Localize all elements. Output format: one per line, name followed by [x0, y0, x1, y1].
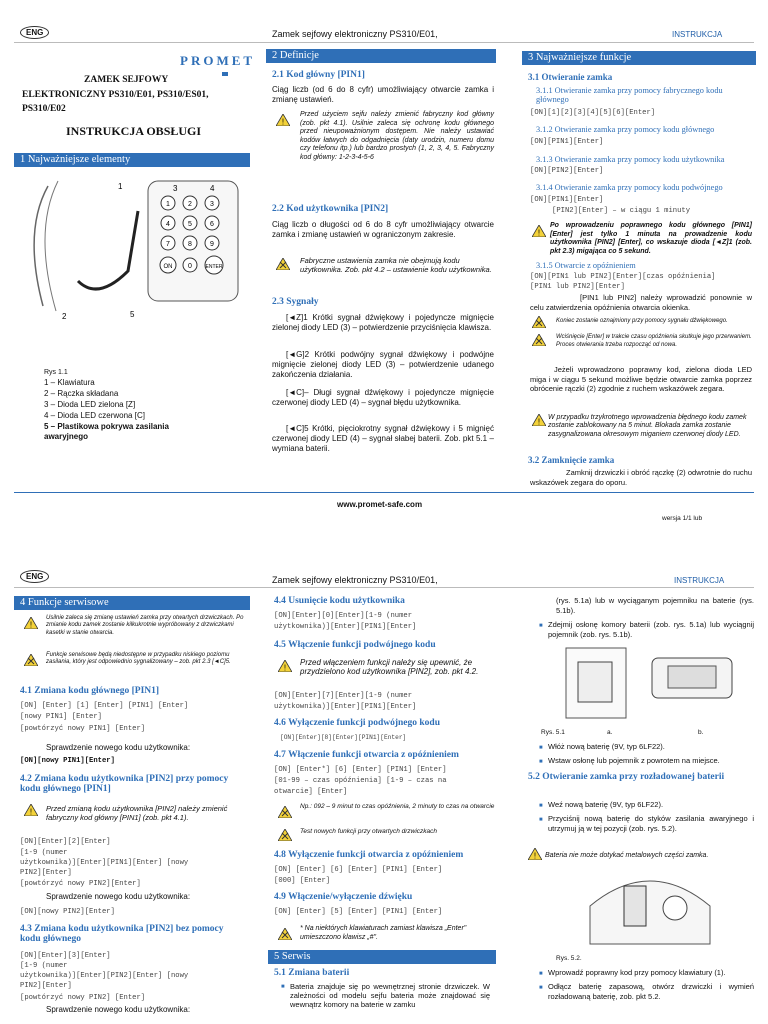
doc-title-line-3: PS310/E02: [22, 104, 66, 114]
doc-subtitle: INSTRUKCJA OBSŁUGI: [66, 124, 202, 138]
heading-4-3: 4.3 Zmiana kodu użytkownika [PIN2] bez pomocy kodu głównego: [20, 924, 224, 944]
heading-3-1: 3.1 Otwieranie zamka: [528, 72, 613, 82]
code-line: [ON][Enter][0][Enter][1-9 (numer: [274, 612, 413, 620]
heading-3-1-3: 3.1.3 Otwieranie zamka przy pomocy kodu użytkownika: [536, 155, 725, 164]
paragraph: [◄Z]1 Krótki sygnał dźwiękowy i pojedyncze mignięcie zielonej diody LED (3) – potwierdzenie przyciśnięcia klawisza.: [272, 313, 494, 332]
note: Przed zmianą kodu użytkownika [PIN2] należy zmienić fabryczny kod główny [PIN1] (zob. pkt 4.1).: [46, 804, 228, 822]
figure-caption: Rys 1.1: [44, 369, 68, 376]
code-line: [nowy PIN1] [Enter]: [20, 713, 102, 721]
keypad-key: 3: [210, 201, 214, 208]
paragraph: Sprawdzenie nowego kodu użytkownika:: [46, 1005, 191, 1014]
tool-icon: [278, 806, 292, 818]
code-line: [ON][PIN1][Enter]: [530, 138, 604, 146]
bullet-item: ■ Wprowadź poprawny kod przy pomocy klawiatury (1).: [548, 968, 726, 978]
legend-item: 4 – Dioda LED czerwona [C]: [44, 411, 145, 420]
doc-title-line-2: ELEKTRONICZNY PS310/E01, PS310/ES01,: [22, 90, 209, 100]
heading-4-5: 4.5 Włączenie funkcji podwójnego kodu: [274, 640, 436, 650]
lock-figure: [18, 171, 248, 321]
svg-text:!: !: [533, 851, 537, 860]
code-line: [powtórzyć nowy PIN2][Enter]: [20, 880, 141, 888]
heading-2-3: 2.3 Sygnały: [272, 297, 319, 307]
heading-2-1: 2.1 Kod główny [PIN1]: [272, 70, 365, 80]
note: Fabryczne ustawienia zamka nie obejmują kodu użytkownika. Zob. pkt 4.2 – ustawienie kodu użytkownika.: [300, 256, 492, 274]
code-line: [ON] [Enter*] [6] [Enter] [PIN1] [Enter]: [274, 766, 447, 774]
bullet-item: ■ Weź nową baterię (9V, typ 6LF22).: [548, 800, 663, 810]
note: Bateria nie może dotykać metalowych części zamka.: [545, 852, 709, 859]
code-line: [PIN2][Enter] – w ciągu 1 minuty: [552, 207, 691, 215]
figure-label: 4: [210, 184, 215, 193]
code-line: [ON][PIN1 lub PIN2][Enter][czas opóźnienia]: [530, 273, 716, 281]
brand-logo: PROMET: [180, 53, 256, 68]
keypad-key: 8: [188, 241, 192, 248]
doc-title-line-1: ZAMEK SEJFOWY: [84, 75, 169, 85]
code-line: PIN2][Enter]: [20, 869, 72, 877]
svg-text:!: !: [537, 228, 541, 237]
code-line: otwarcie] [Enter]: [274, 788, 348, 796]
section-1-header: 1 Najważniejsze elementy: [14, 153, 250, 167]
heading-5-2: 5.2 Otwieranie zamka przy rozładowanej baterii: [528, 772, 725, 782]
paragraph: Ciąg liczb o długości od 6 do 8 cyfr umożliwiający otwarcie zamka i zmianę ustawień w ograniczonym zakresie.: [272, 220, 494, 239]
heading-2-2: 2.2 Kod użytkownika [PIN2]: [272, 204, 389, 214]
heading-4-9: 4.9 Włączenie/wyłączenie dźwięku: [274, 892, 413, 902]
heading-4-6: 4.6 Wyłączenie funkcji podwójnego kodu: [274, 718, 441, 728]
bullet-item: ■ Zdejmij osłonę komory baterii (zob. rys. 5.1a) lub wyciągnij pojemnik (zob. rys. 5.1b).: [548, 620, 754, 640]
code-line: [ON] [Enter] [5] [Enter] [PIN1] [Enter]: [274, 908, 443, 916]
note: * Na niektórych klawiaturach zamiast klawisza „Enter" umieszczono klawisz „#".: [300, 925, 467, 941]
code-line: [ON][Enter][7][Enter][1-9 (numer: [274, 692, 413, 700]
code-line: [ON] [Enter] [1] [Enter] [PIN1] [Enter]: [20, 702, 189, 710]
code-line: [ON][nowy PIN1][Enter]: [20, 757, 115, 765]
keypad-key: 4: [166, 221, 170, 228]
warning-icon: [24, 617, 38, 629]
tool-icon: [532, 334, 546, 346]
header-title: Zamek sejfowy elektroniczny PS310/E01,: [272, 29, 438, 39]
paragraph: Sprawdzenie nowego kodu użytkownika:: [46, 892, 191, 901]
code-line: [powtórzyć nowy PIN1] [Enter]: [20, 725, 146, 733]
code-line: [1-9 (numer: [20, 962, 68, 970]
heading-3-1-1: 3.1.1 Otwieranie zamka przy pomocy fabrycznego kodu głównego: [536, 86, 723, 104]
code-line: [ON][nowy PIN2][Enter]: [20, 908, 115, 916]
bullet-item: ■ Wstaw osłonę lub pojemnik z powrotem na miejsce.: [548, 756, 720, 766]
keypad-key: 6: [210, 221, 214, 228]
warning-icon: [532, 225, 546, 237]
heading-3-1-2: 3.1.2 Otwieranie zamka przy pomocy kodu głównego: [536, 125, 715, 134]
heading-3-2: 3.2 Zamknięcie zamka: [528, 455, 615, 465]
heading-4-1: 4.1 Zmiana kodu głównego [PIN1]: [20, 686, 160, 696]
tool-icon: [276, 258, 290, 270]
paragraph: Zamknij drzwiczki i obróć rączkę (2) odwrotnie do ruchu wskazówek zegara do oporu.: [530, 468, 752, 487]
note: Wciśnięcie [Enter] w trakcie czasu opóźnienia skutkuje jego przerwaniem. Proces otwierania trzeba rozpocząć od nowa.: [556, 334, 752, 348]
legend-item: 5 – Plastikowa pokrywa zasilania awaryjnego: [44, 422, 169, 441]
figure-label: 3: [173, 184, 178, 193]
heading-3-1-4: 3.1.4 Otwieranie zamka przy pomocy kodu podwójnego: [536, 183, 723, 192]
footer-url[interactable]: www.promet-safe.com: [337, 500, 423, 509]
paragraph: Ciąg liczb (od 6 do 8 cyfr) umożliwiający otwarcie zamka i zmianę ustawień.: [272, 85, 494, 104]
svg-text:!: !: [537, 417, 541, 426]
code-line: PIN2][Enter]: [20, 982, 72, 990]
battery-figure-5-2: [580, 866, 720, 946]
legend-item: 3 – Dioda LED zielona [Z]: [44, 400, 136, 409]
svg-text:!: !: [29, 620, 33, 629]
bullet-item: ■ Bateria znajduje się po wewnętrznej stronie drzwiczek. W zależności od modelu sejfu bateria może znajdować się wewnątrz komory na baterie w zamku: [290, 982, 490, 1009]
code-line: [ON][Enter][8][Enter][PIN1][Enter]: [280, 734, 407, 741]
code-line: [1-9 (numer: [20, 849, 68, 857]
warning-icon: [532, 414, 546, 426]
tool-icon: [278, 928, 292, 940]
keypad-key: 5: [188, 221, 192, 228]
code-line: [ON][1][2][3][4][5][6][Enter]: [530, 109, 656, 117]
code-line: użytkownika)][Enter][PIN2][Enter] [nowy: [20, 972, 189, 980]
code-line: użytkownika)][Enter][PIN1][Enter] [nowy: [20, 859, 189, 867]
figure-caption: Rys. 5.1: [541, 729, 565, 736]
bullet-item: ■ Przyciśnij nową baterię do styków zasilania awaryjnego i utrzymuj ją w tej pozycji (zob. rys. 5.2).: [548, 814, 754, 834]
keypad-key: 1: [166, 201, 170, 208]
keypad-key: 2: [188, 201, 192, 208]
paragraph: Sprawdzenie nowego kodu użytkownika:: [46, 743, 191, 752]
note: Przed użyciem sejfu należy zmienić fabryczny kod główny (zob. pkt 4.1). Usilnie zaleca się ochronę kodu głównego przed nieupoważnionym dostępem. Nie należy ustawiać kodów łatwych do odgadnięcia (daty urodzin, numeru domu czy telefonu itp.) lub bardzo prostych (1, 2, 3, 4, 5. Fabryczny kod główny: 1-2-3-4-5-6: [300, 111, 494, 161]
section-5-header: 5 Serwis: [268, 950, 496, 964]
warning-icon: [24, 804, 38, 816]
note: W przypadku trzykrotnego wprowadzenia błędnego kodu zamek zostanie zablokowany na 5 minut. Blokada zamka zostanie zasygnalizowana okresowym miganiem czerwonej diody LED.: [548, 414, 747, 438]
code-line: użytkownika)][Enter][PIN1][Enter]: [274, 703, 417, 711]
code-line: [ON][Enter][3][Enter]: [20, 952, 111, 960]
figure-label: 5: [130, 310, 135, 319]
header-title: Zamek sejfowy elektroniczny PS310/E01,: [272, 575, 438, 585]
keypad-key: 0: [188, 263, 192, 270]
keypad-key: 7: [166, 241, 170, 248]
note: Np.: 092 – 9 minut to czas opóźnienia, 2 minuty to czas na otwarcie: [300, 803, 495, 810]
code-line: użytkownika)][Enter][PIN1][Enter]: [274, 623, 417, 631]
keypad-key: ENTER: [205, 264, 223, 270]
heading-3-1-5: 3.1.5 Otwarcie z opóźnieniem: [536, 261, 636, 270]
paragraph: [◄C]– Długi sygnał dźwiękowy i pojedyncze mignięcie czerwonej diody LED (4) – sygnał błędu użytkownika.: [272, 388, 494, 407]
code-line: [PIN1 lub PIN2][Enter]: [530, 283, 625, 291]
heading-5-1: 5.1 Zmiana baterii: [274, 968, 350, 978]
figure-caption: a.: [607, 729, 613, 736]
bullet-item: ■ Włóż nową baterię (9V, typ 6LF22).: [548, 742, 665, 752]
bullet-item: ■ Odłącz baterię zapasową, otwórz drzwiczki i wymień rozładowaną baterię, zob. pkt 5.2.: [548, 982, 754, 1002]
header-right: INSTRUKCJA: [674, 576, 725, 585]
code-line: [ON][PIN1][Enter]: [530, 196, 604, 204]
code-line: [ON] [Enter] [6] [Enter] [PIN1] [Enter]: [274, 866, 443, 874]
note: Przed włączeniem funkcji należy się upewnić, że przydzielono kod użytkownika [PIN2], zob. pkt 4.2.: [300, 658, 479, 676]
tool-icon: [532, 316, 546, 328]
paragraph: Jeżeli wprowadzono poprawny kod, zielona dioda LED miga i w ciągu 5 sekund możliwe będzie otwarcie zamka poprzez obrócenie rączki (2) zgodnie z ruchem wskazówek zegara.: [530, 365, 752, 393]
legend-item: 2 – Rączka składana: [44, 389, 119, 398]
note: Po wprowadzeniu poprawnego kodu głównego [PIN1] [Enter] jest tylko 1 minuta na prowadzenie kodu użytkownika [PIN2] [Enter], co wskazuje dioda [◄Z]1 (zob. pkt 2.3) migająca co 5 sekund.: [550, 222, 752, 255]
heading-4-4: 4.4 Usunięcie kodu użytkownika: [274, 596, 405, 606]
code-line: [powtórzyć nowy PIN2] [Enter]: [20, 994, 146, 1002]
note: Usilnie zaleca się zmianę ustawień zamka przy otwartych drzwiczkach. Po zmianie kodu zamek zostanie kilkukrotnie wypróbowany z drzwiczkami kasetki w stanie otwarcia.: [46, 615, 244, 636]
note: Test nowych funkcji przy otwartych drzwiczkach: [300, 828, 438, 835]
code-line: [ON][Enter][2][Enter]: [20, 838, 111, 846]
warning-icon: [276, 114, 290, 126]
keypad-key: ON: [163, 264, 173, 270]
paragraph: [◄G]2 Krótki podwójny sygnał dźwiękowy i podwójne mignięcie zielonej diody LED (3) – potwierdzenie udanego zakończenia działania.: [272, 350, 494, 379]
footer-version: wersja 1/1 lub: [662, 515, 703, 522]
heading-4-7: 4.7 Włączenie funkcji otwarcia z opóźnieniem: [274, 750, 459, 760]
language-badge: ENG: [20, 26, 49, 39]
code-line: [01-99 – czas opóźnienia] [1-9 – czas na: [274, 777, 447, 785]
legend-item: 1 – Klawiatura: [44, 378, 95, 387]
code-line: [ON][PIN2][Enter]: [530, 167, 604, 175]
svg-text:!: !: [283, 663, 287, 672]
svg-text:!: !: [281, 117, 285, 126]
figure-label: 1: [118, 182, 123, 191]
heading-4-8: 4.8 Wyłączenie funkcji otwarcia z opóźnieniem: [274, 850, 464, 860]
header-right: INSTRUKCJA: [672, 30, 723, 39]
svg-text:!: !: [29, 807, 33, 816]
figure-label: 2: [62, 312, 67, 321]
warning-icon: [528, 848, 542, 860]
brand-dot: [222, 72, 228, 76]
warning-icon: [278, 660, 292, 672]
paragraph: [◄C]5 Krótki, pięciokrotny sygnał dźwiękowy i 5 mignięć czerwonej diody LED (4) – sygnał słabej baterii. Zob. pkt 5.1 – wymiana baterii.: [272, 424, 494, 453]
figure-caption: b.: [698, 729, 704, 736]
battery-figure-5-1: [556, 644, 746, 724]
section-2-header: 2 Definicje: [266, 49, 496, 63]
tool-icon: [278, 829, 292, 841]
language-badge: ENG: [20, 570, 49, 583]
paragraph: [PIN1 lub PIN2] należy wprowadzić ponownie w celu zatwierdzenia opóźnienia otwarcia okienka.: [530, 293, 752, 312]
figure-caption: Rys. 5.2.: [556, 955, 582, 962]
tool-icon: [24, 654, 38, 666]
note: Koniec zostanie oznajmiony przy pomocy sygnału dźwiękowego.: [556, 318, 728, 324]
section-4-header: 4 Funkcje serwisowe: [14, 596, 250, 610]
code-line: [000] [Enter]: [274, 877, 331, 885]
note: Funkcje serwisowe będą niedostępne w przypadku niskiego poziomu zasilania, który jest odpowiednio sygnalizowany – zob. pkt 2.3 [◄C]5.: [46, 652, 231, 666]
section-3-header: 3 Najważniejsze funkcje: [522, 51, 756, 65]
keypad-key: 9: [210, 241, 214, 248]
paragraph: (rys. 5.1a) lub w wyciąganym pojemniku na baterie (rys. 5.1b).: [556, 596, 754, 615]
heading-4-2: 4.2 Zmiana kodu użytkownika [PIN2] przy pomocy kodu głównego [PIN1]: [20, 774, 229, 794]
